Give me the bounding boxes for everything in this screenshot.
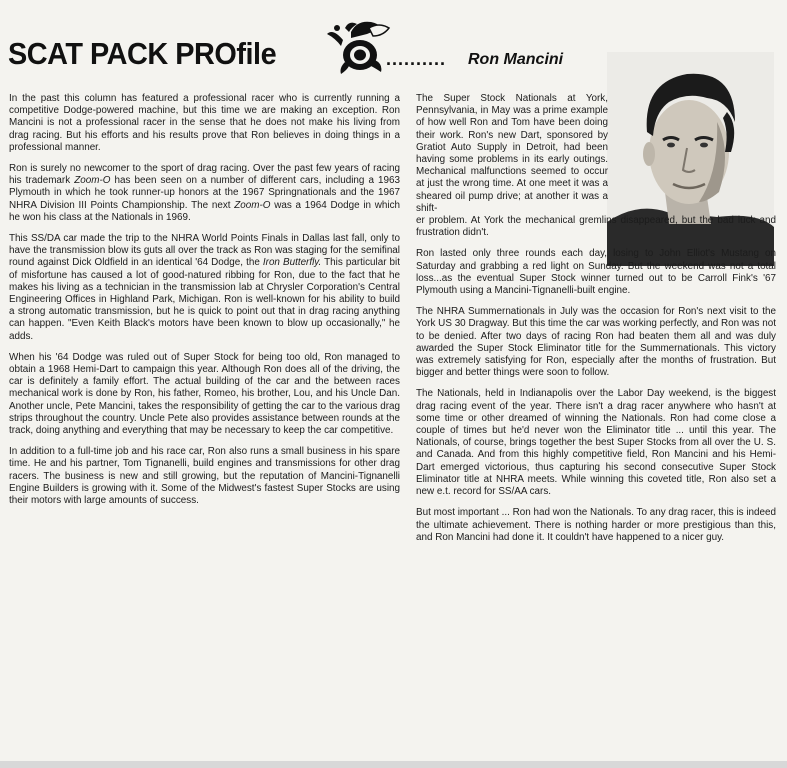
article-header [8,18,608,80]
scat-pack-bee-logo-icon [323,18,393,76]
paragraph: But most important ... Ron had won the Nationals. To any drag racer, this is indeed the ultimate achievement. There is nothing harder or more prestigious than this, and Ron Mancini had done it. It couldn't have happened to a nicer guy. [416,507,776,543]
paragraph: When his '64 Dodge was ruled out of Super Stock for being too old, Ron managed to obtain a 1968 Hemi-Dart to campaign this year. Although Ron does all of the driving, the car is definitely a family effort. The actual building of the car and the between races mechanical work is done by Ron, his father, Romeo, his brother, Lou, and his Uncle Dan. Another uncle, Pete Mancini, takes the responsibility of getting the car to the various drag strips throughout the country. Uncle Pete also provides assistance between rounds at the track, doing anything and everything that may be necessary to keep the car competitive. [9,351,400,437]
left-column [9,93,400,516]
footer-bar [0,761,787,768]
paragraph: The Nationals, held in Indianapolis over the Labor Day weekend, is the biggest drag racing event of the year. There isn't a drag racer anywhere who hasn't at some time or other dreamed of winning the Nationals. Ron had come close a couple of times but he'd never won the Eliminator title ... until this year. The Nationals, of course, brings together the best Super Stocks from all over the U. S. and Canada. And from this highly competitive field, Ron Mancini and his Hemi-Dart emerged victorious, thus capturing his second consecutive Super Stock Eliminator title at NHRA meets. While winning this coveted title, Ron also set a new e.t. record for SS/AA cars. [416,388,776,498]
right-column [416,93,776,553]
paragraph: In the past this column has featured a professional racer who is currently running a competitive Dodge-powered machine, but this time we are making an exception. Ron Mancini is not a professional racer in the sense that he does not make his living from drag racing. But his efforts and his results prove that Ron believes in doing things in a professional manner. [9,93,400,153]
page-title: SCAT PACK PROfile [8,36,277,71]
paragraph: In addition to a full-time job and his race car, Ron also runs a small business in his spare time. He and his partner, Tom Tignanelli, build engines and transmissions for other drag racers. The business is new and still growing, but the reputation of Mancini-Tignanelli Engine Builders is growing with it. Some of the Midwest's fastest Super Stocks are using their motors with large amounts of success. [9,446,400,507]
byline-name: Ron Mancini [468,51,564,68]
title-dots: .......... [386,49,447,69]
paragraph: er problem. At York the mechanical gremlins disappeared, but the bad luck and frustration didn't. [416,215,776,239]
paragraph: Ron is surely no newcomer to the sport of drag racing. Over the past few years of racing his trademark Zoom-O has been seen on a number of different cars, including a 1963 Plymouth in which he took runner-up honors at the 1967 Springnationals and the 1967 NHRA Division III Points Championship. The next Zoom-O was a 1964 Dodge in which he won his class at the Nationals in 1969. [9,163,400,223]
paragraph: This SS/DA car made the trip to the NHRA World Points Finals in Dallas last fall, only to have the transmission blow its guts all over the track as Ron was staging for the semifinal round against Dick Oldfield in an identical '64 Dodge, the Iron Butterfly. This particular bit of misfortune has caused a lot of good-natured ribbing for Ron, due to the fact that he makes his living as a technician in the transmission lab at Chrysler Corporation's Central Engineering Offices in Highland Park, Michigan. Ron is well-known for his ability to build a strong automatic transmission, but he is quick to point out that in drag racing anything can happen. "Even Keith Black's motors have been known to blow up occasionally," he adds. [9,233,400,342]
paragraph: Ron lasted only three rounds each day, losing to John Elliot's Mustang on Saturday and grabbing a red light on Sunday. But the weekend was not a total loss...as the eventual Super Stock winner turned out to be Carroll Fink's '67 Plymouth using a Mancini-Tignanelli-built engine. [416,248,776,297]
paragraph: The Super Stock Nationals at York, Pennsylvania, in May was a prime example of how well Ron and Tom have been doing their work. Ron's new Dart, sponsored by Gratiot Auto Supply in Detroit, had been having some problems in its early outings. Mechanical malfunctions seemed to occur at just the wrong time. At one meet it was a sheared oil pump drive; at another it was a shift- [416,93,608,214]
paragraph: The NHRA Summernationals in July was the occasion for Ron's next visit to the York US 30 Dragway. But this time the car was working perfectly, and Ron was not to be denied. After two days of racing Ron had beaten them all and was duly awarded the Super Stock Eliminator title for the Summernationals. This victory was extremely satisfying for Ron, especially after the months of frustration. But bigger and better things were soon to follow. [416,306,776,379]
